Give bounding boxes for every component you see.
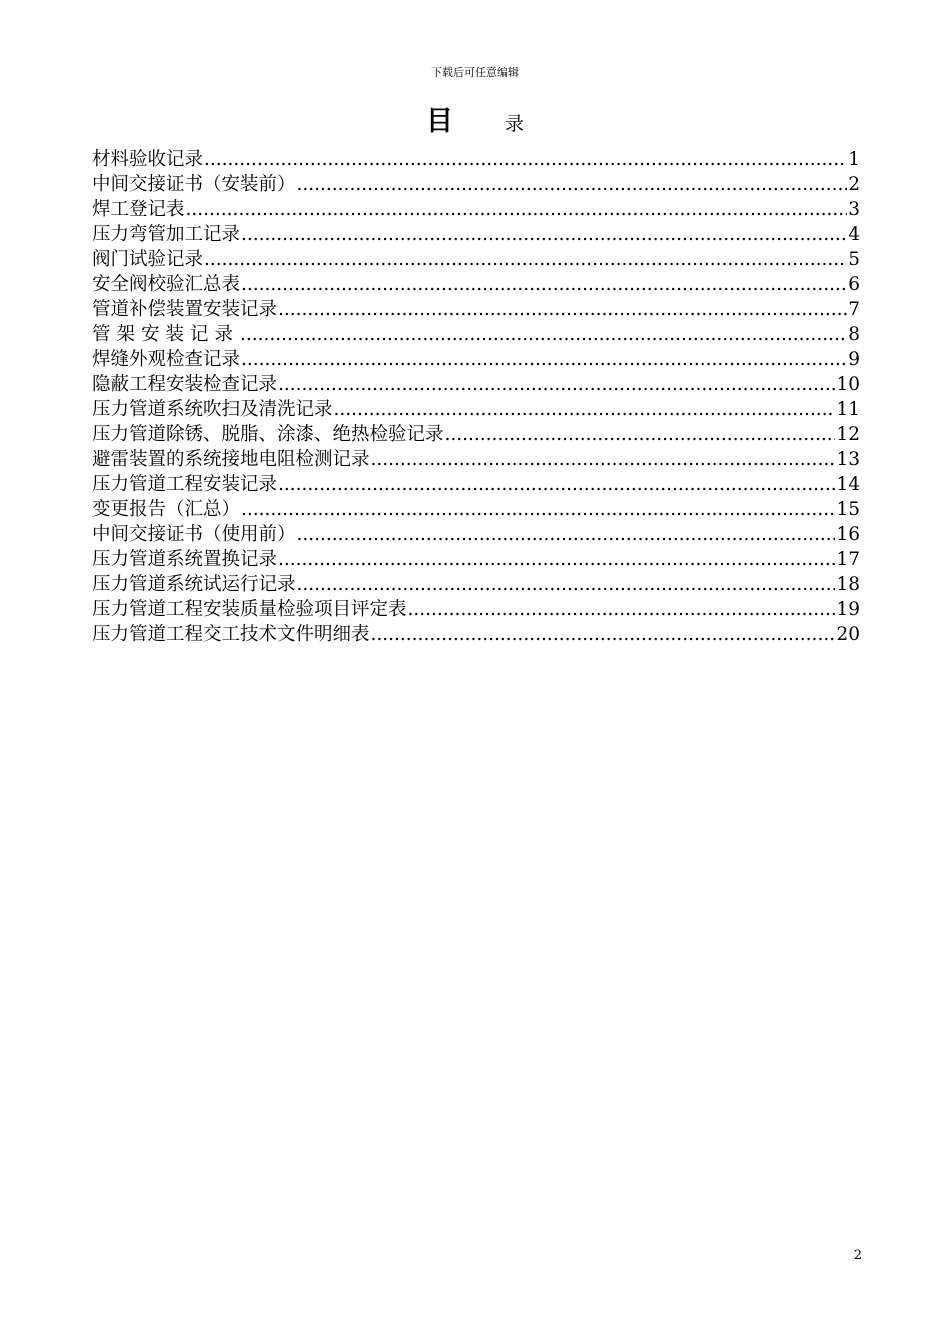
- toc-label: 管道补偿装置安装记录: [92, 299, 278, 320]
- toc-entry[interactable]: [92, 472, 860, 497]
- toc-label: 焊缝外观检查记录: [92, 349, 241, 370]
- toc-label: 材料验收记录: [92, 149, 204, 170]
- toc-entry[interactable]: [92, 622, 860, 647]
- toc-page: 12: [836, 424, 860, 445]
- toc-label: 压力管道工程安装质量检验项目评定表: [92, 599, 407, 620]
- toc-page: 7: [848, 299, 860, 320]
- toc-label: 安全阀校验汇总表: [92, 274, 241, 295]
- toc-entry[interactable]: [92, 372, 860, 397]
- toc-leader: [334, 397, 836, 422]
- toc-page: 17: [836, 549, 860, 570]
- page-number: 2: [853, 1248, 862, 1263]
- toc-leader: [297, 522, 836, 547]
- toc-page: 11: [836, 399, 860, 420]
- toc-page: 1: [848, 149, 860, 170]
- toc-label: 压力管道系统试运行记录: [92, 574, 296, 595]
- toc-entry[interactable]: [92, 197, 860, 222]
- toc-entry[interactable]: [92, 397, 860, 422]
- toc-label: 压力管道工程交工技术文件明细表: [92, 624, 370, 645]
- toc-page: 9: [848, 349, 860, 370]
- header-note: 下载后可任意编辑: [431, 66, 519, 79]
- toc-label: 变更报告（汇总）: [92, 499, 241, 520]
- toc-entry[interactable]: [92, 147, 860, 172]
- toc-page: 5: [848, 249, 860, 270]
- toc-leader: [278, 472, 835, 497]
- toc-label: 避雷装置的系统接地电阻检测记录: [92, 449, 370, 470]
- toc-leader: [241, 222, 847, 247]
- toc-entry[interactable]: [92, 347, 860, 372]
- toc-page: 20: [836, 624, 860, 645]
- toc-label: 压力管道工程安装记录: [92, 474, 278, 495]
- toc-leader: [278, 372, 835, 397]
- toc-label: 压力管道除锈、脱脂、涂漆、绝热检验记录: [92, 424, 444, 445]
- toc-entry[interactable]: [92, 422, 860, 447]
- toc-entry[interactable]: [92, 172, 860, 197]
- toc-leader: [297, 572, 836, 597]
- toc-label: 焊工登记表: [92, 199, 185, 220]
- toc-label: 中间交接证书（使用前）: [92, 524, 296, 545]
- table-of-contents: [92, 147, 860, 647]
- toc-entry[interactable]: [92, 322, 860, 347]
- toc-leader: [408, 597, 836, 622]
- toc-entry[interactable]: [92, 447, 860, 472]
- toc-leader: [241, 497, 835, 522]
- toc-entry[interactable]: [92, 522, 860, 547]
- toc-page: 10: [836, 374, 860, 395]
- title-part-1: 目: [425, 106, 453, 137]
- toc-page: 2: [848, 174, 860, 195]
- toc-page: 3: [848, 199, 860, 220]
- toc-page: 14: [836, 474, 860, 495]
- toc-page: 15: [836, 499, 860, 520]
- toc-label: 中间交接证书（安装前）: [92, 174, 296, 195]
- toc-page: 18: [836, 574, 860, 595]
- toc-leader: [240, 322, 847, 347]
- page-title: [0, 104, 950, 143]
- toc-leader: [186, 197, 848, 222]
- toc-page: 13: [836, 449, 860, 470]
- toc-label: 阀门试验记录: [92, 249, 204, 270]
- toc-leader: [204, 147, 847, 172]
- toc-leader: [241, 347, 847, 372]
- toc-page: 8: [848, 324, 860, 345]
- toc-entry[interactable]: [92, 222, 860, 247]
- toc-entry[interactable]: [92, 297, 860, 322]
- toc-label: 隐蔽工程安装检查记录: [92, 374, 278, 395]
- toc-entry[interactable]: [92, 272, 860, 297]
- toc-leader: [371, 447, 836, 472]
- toc-label: 压力弯管加工记录: [92, 224, 241, 245]
- toc-leader: [241, 272, 847, 297]
- toc-leader: [297, 172, 848, 197]
- toc-entry[interactable]: [92, 572, 860, 597]
- toc-leader: [278, 547, 835, 572]
- toc-entry[interactable]: [92, 497, 860, 522]
- toc-label: 压力管道系统置换记录: [92, 549, 278, 570]
- toc-leader: [204, 247, 847, 272]
- toc-page: 6: [848, 274, 860, 295]
- toc-entry[interactable]: [92, 547, 860, 572]
- toc-page: 16: [836, 524, 860, 545]
- toc-leader: [445, 422, 836, 447]
- toc-leader: [371, 622, 836, 647]
- title-part-2: 录: [504, 113, 524, 135]
- toc-page: 19: [836, 599, 860, 620]
- toc-entry[interactable]: [92, 247, 860, 272]
- toc-label: 压力管道系统吹扫及清洗记录: [92, 399, 333, 420]
- toc-label: 管架安装记录: [92, 324, 240, 345]
- toc-entry[interactable]: [92, 597, 860, 622]
- toc-leader: [278, 297, 847, 322]
- toc-page: 4: [848, 224, 860, 245]
